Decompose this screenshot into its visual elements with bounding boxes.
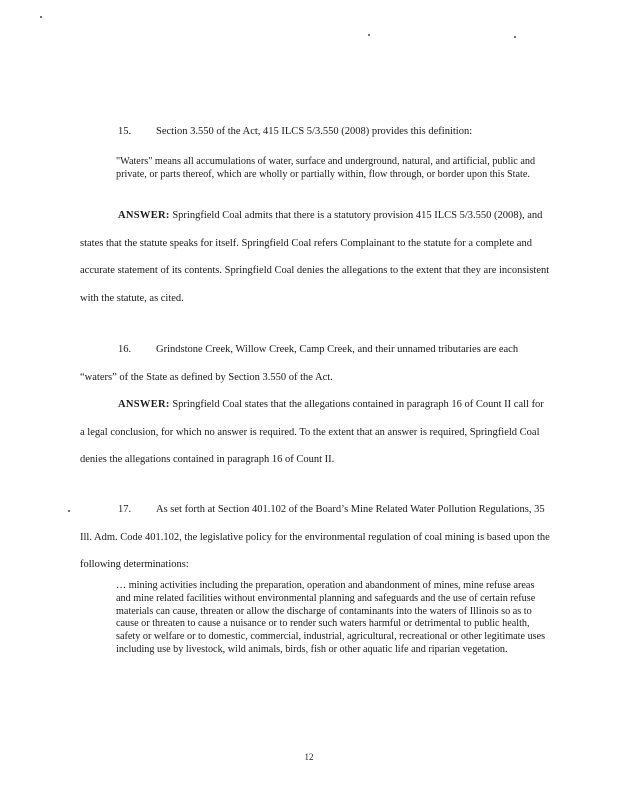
scan-speck — [514, 36, 516, 38]
paragraph-17-quote — [116, 580, 546, 657]
paragraph-15-answer — [80, 202, 550, 312]
scan-speck — [368, 34, 370, 36]
paragraph-number: 15. — [118, 126, 132, 137]
answer-text: Springfield Coal admits that there is a statutory provision 415 ILCS 5/3.550 (2008), and states that the statute speaks for itself. Springfield Coal refers Complainant to the statute for a complete and accurate statement of its contents. Springfield Coal denies the allegations to the extent that they are inconsistent with the statute, as cited. — [80, 210, 550, 304]
paragraph-number: 17. — [118, 504, 132, 515]
paragraph-number: 16. — [118, 344, 132, 355]
page-number: 12 — [304, 752, 314, 762]
answer-label: ANSWER: — [118, 399, 170, 410]
paragraph-16-answer — [80, 391, 550, 474]
answer-text: Springfield Coal states that the allegations contained in paragraph 16 of Count II call for a legal conclusion, for which no answer is required. To the extent that an answer is required, Springfield Coal denies the allegations contained in paragraph 16 of Count II. — [80, 399, 544, 465]
paragraph-text: As set forth at Section 401.102 of the Board’s Mine Related Water Pollution Regulations, 35 Ill. Adm. Code 401.102, the legislative policy for the environmental regulation of coal mining is based upon the following determinations: — [80, 504, 550, 570]
answer-label: ANSWER: — [118, 210, 170, 221]
paragraph-17-intro — [80, 496, 550, 579]
scan-speck — [68, 510, 70, 512]
paragraph-15-intro — [80, 124, 550, 140]
paragraph-16-intro — [80, 336, 550, 391]
block-quote-text: "Waters" means all accumulations of water, surface and underground, natural, and artificial, public and private, or parts thereof, which are wholly or partially within, flow through, or border upon this State. — [116, 156, 536, 180]
paragraph-text: Grindstone Creek, Willow Creek, Camp Creek, and their unnamed tributaries are each “waters” of the State as defined by Section 3.550 of the Act. — [80, 344, 519, 383]
paragraph-15-quote — [116, 156, 546, 182]
block-quote-text: … mining activities including the preparation, operation and abandonment of mines, mine refuse areas and mine related facilities without environmental planning and safeguards and the use of certain refuse materials can cause, threaten or allow the discharge of contaminants into the waters of Illinois so as to cause or threaten to cause a nuisance or to render such waters harmful or detrimental to public health, safety or welfare or to domestic, commercial, industrial, agricultural, recreational or other legitimate uses including use by livestock, wild animals, birds, fish or other aquatic life and riparian vegetation. — [116, 580, 546, 655]
scan-speck — [40, 16, 42, 18]
paragraph-text: Section 3.550 of the Act, 415 ILCS 5/3.550 (2008) provides this definition: — [156, 126, 473, 137]
